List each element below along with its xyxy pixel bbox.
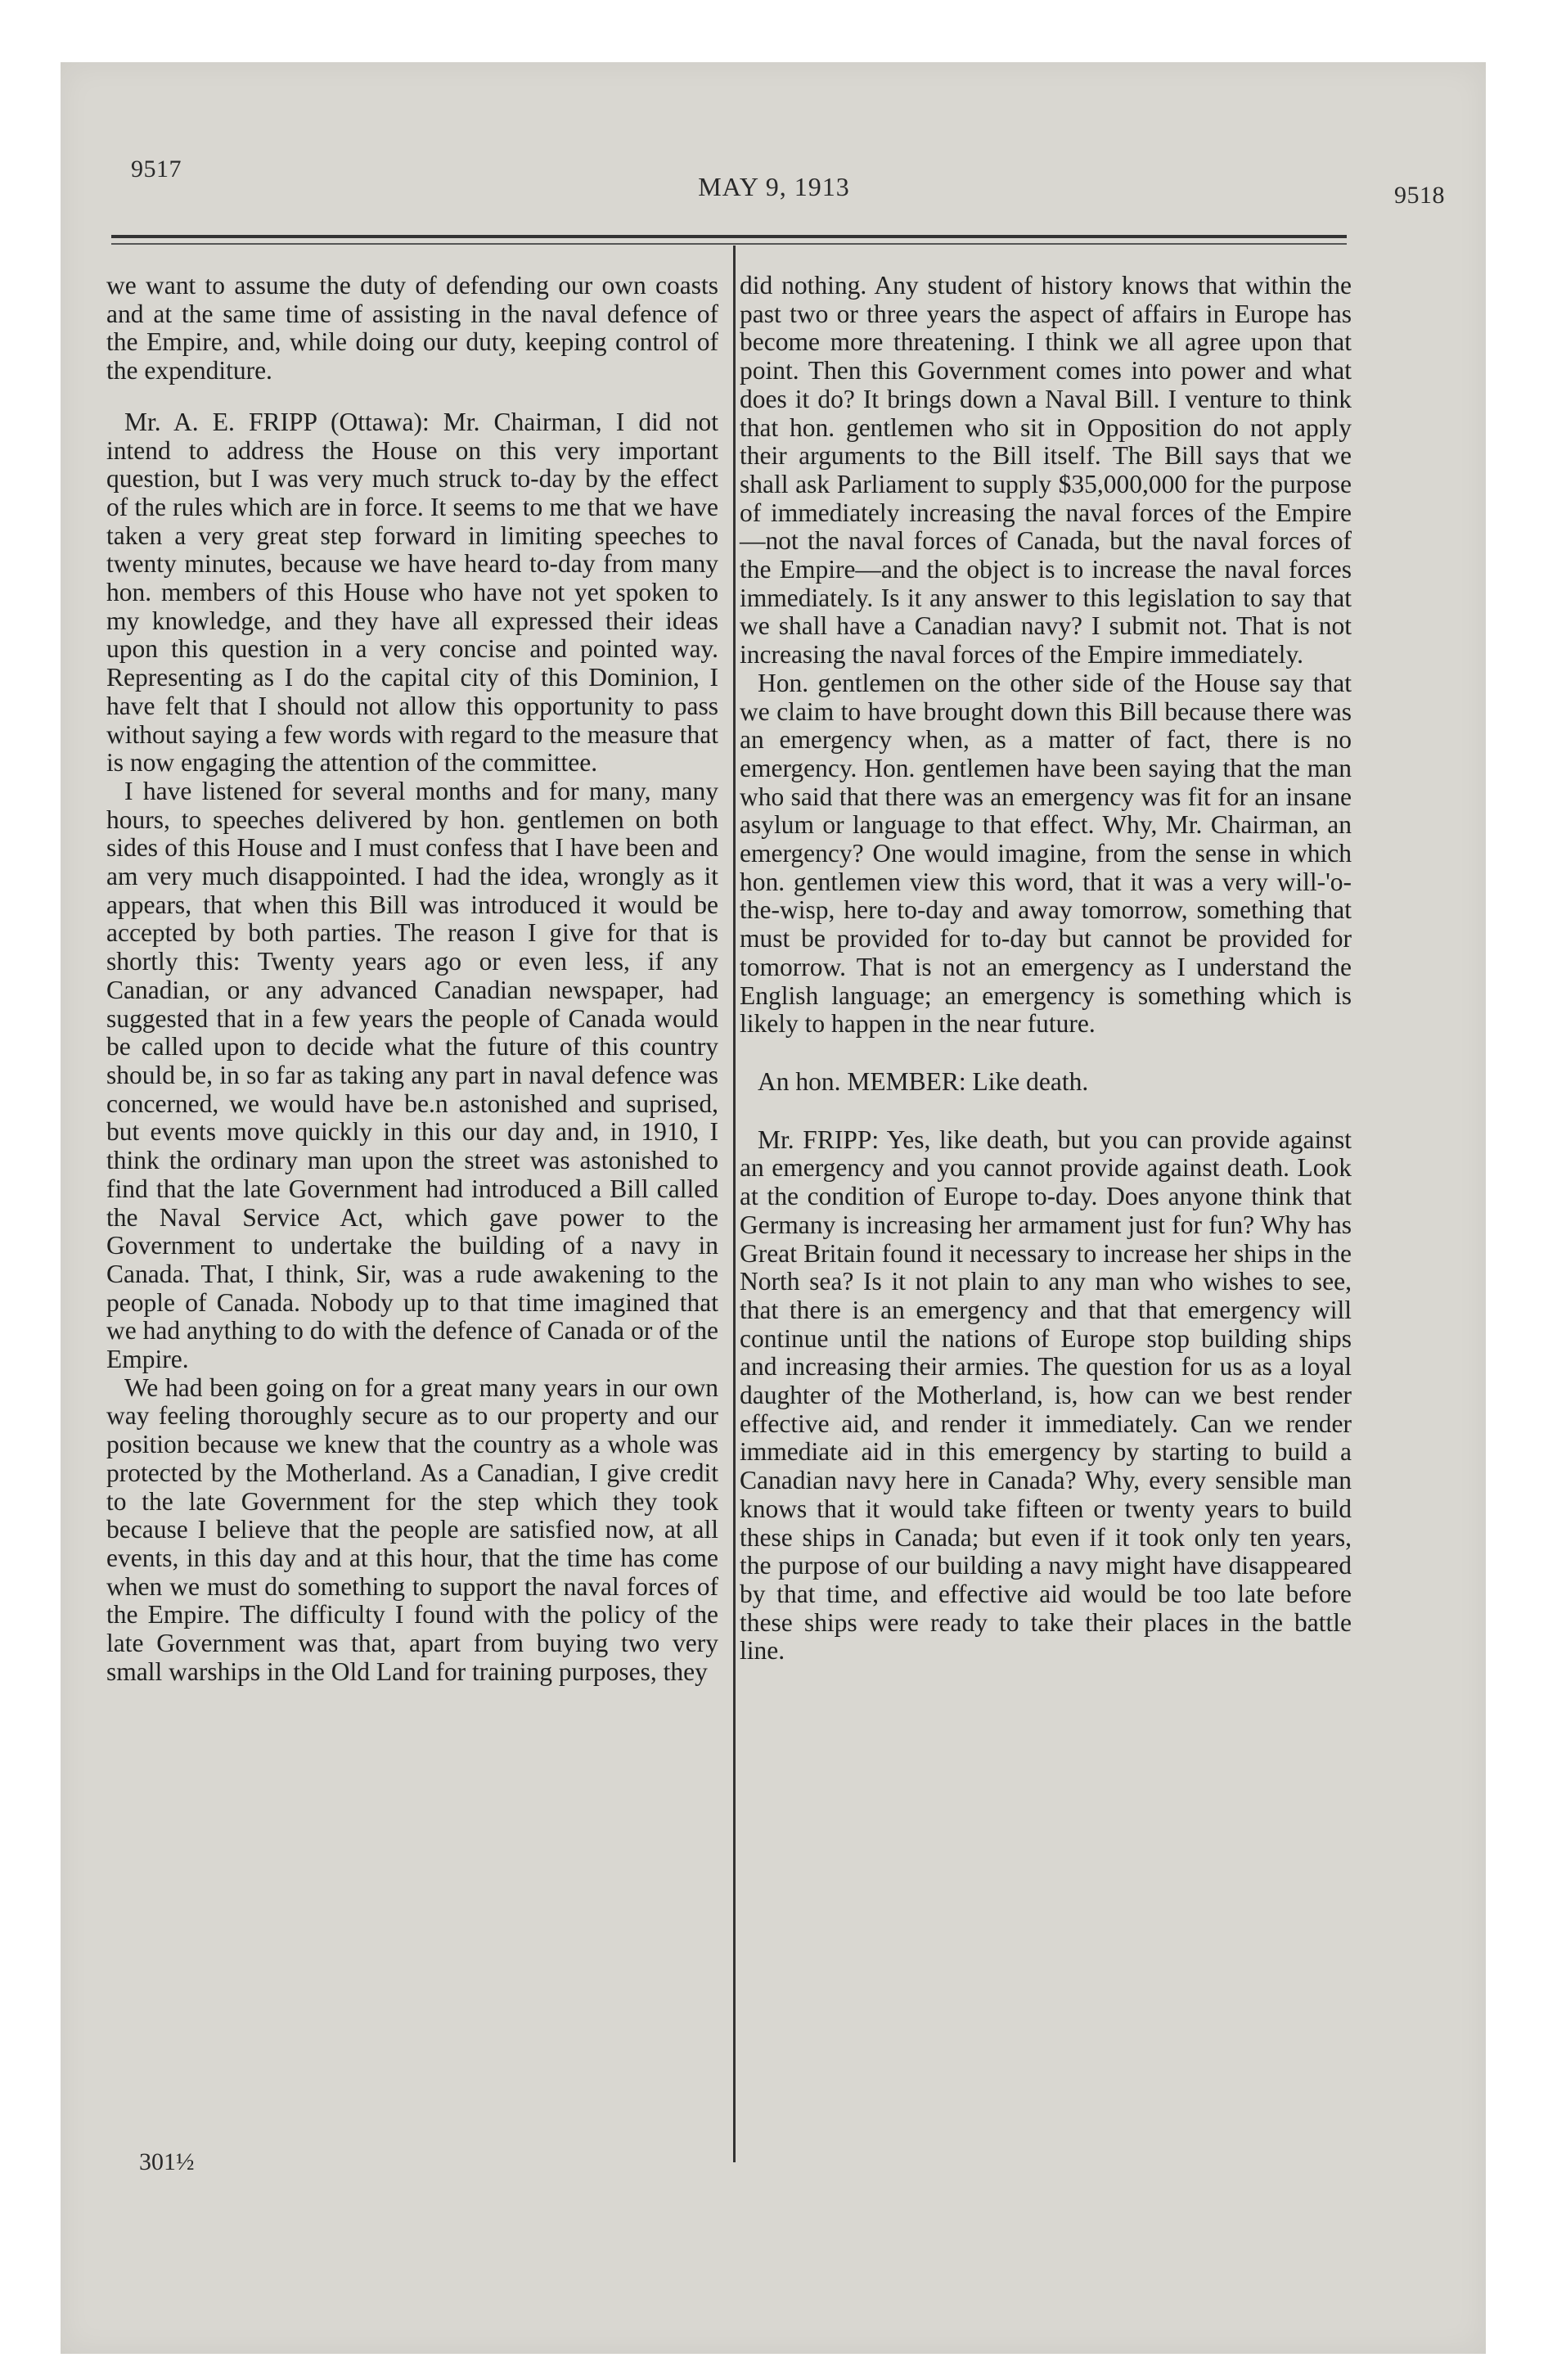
header-rule [111,235,1347,238]
paragraph: I have listened for several months and for many, many hours, to speeches delivered by hon. gentlemen on both sides of this House and I must confess that I have been and am very much disappointed. I had the idea, wrongly as it appears, that when this Bill was introduced it would be accepted by both parties. The reason I give for that is shortly this: Twenty years ago or even less, if any Canadian, or any advanced Canadian newspaper, had suggested that in a few years the people of Canada would be called upon to decide what the future of this country should be, in so far as taking any part in naval defence was concerned, we would have be.n astonished and suprised, but events move quickly in this our day and, in 1910, I think the ordinary man upon the street was astonished to find that the late Government had introduced a Bill called the Naval Service Act, which gave power to the Government to undertake the building of a navy in Canada. That, I think, Sir, was a rude awakening to the people of Canada. Nobody up to that time imagined that we had anything to do with the defence of Canada or of the Empire. [106,776,718,1374]
right-column [740,272,1352,1666]
paragraph: did nothing. Any student of history knows that within the past two or three years the aspect of affairs in Europe has become more threatening. I think we all agree upon that point. Then this Government comes into power and what does it do? It brings down a Naval Bill. I venture to think that hon. gentlemen who sit in Opposition do not apply their arguments to the Bill itself. The Bill says that we shall ask Parliament to supply $35,000,000 for the purpose of immediately increasing the naval forces of the Empire—not the naval forces of Canada, but the naval forces of the Empire—and the object is to increase the naval forces immediately. Is it any answer to this legislation to say that we shall have a Canadian navy? I submit not. That is not increasing the naval forces of the Empire immediately. [740,271,1352,669]
paragraph: we want to assume the duty of defending our own coasts and at the same time of assisting in the naval defence of the Empire, and, while doing our duty, keeping control of the expenditure. [106,271,718,385]
header-rule-thin [111,243,1347,245]
paragraph: Mr. FRIPP: Yes, like death, but you can provide against an emergency and you cannot provide against death. Look at the condition of Europe to-day. Does anyone think that Germany is increasing her armament just for fun? Why has Great Britain found it necessary to increase her ships in the North sea? Is it not plain to any man who wishes to see, that there is an emergency and that that emergency will continue until the nations of Europe stop building ships and increasing their armies. The question for us as a loyal daughter of the Motherland, is, how can we best render effective aid, and render it immediately. Can we render immediate aid in this emergency by starting to build a Canadian navy here in Canada? Why, every sensible man knows that it would take fifteen or twenty years to build these ships in Canada; but even if it took only ten years, the purpose of our building a navy might have disappeared by that time, and effective aid would be too late before these ships were ready to take their places in the battle line. [740,1125,1352,1666]
page-number-right: 9518 [1394,182,1445,209]
left-column [106,272,718,1686]
page-date: MAY 9, 1913 [698,172,850,201]
paragraph: We had been going on for a great many years in our own way feeling thoroughly secure as to our property and our position because we knew that the country as a whole was protected by the Motherland. As a Canadian, I give credit to the late Government for the step which they took because I believe that the people are satisfied now, at all events, in this day and at this hour, that the time has come when we must do something to support the naval forces of the Empire. The difficulty I found with the policy of the late Government was that, apart from buying two very small warships in the Old Land for training purposes, they [106,1373,718,1686]
paragraph: Hon. gentlemen on the other side of the House say that we claim to have brought down this Bill because there was an emergency when, as a matter of fact, there is no emergency. Hon. gentlemen have been saying that the man who said that there was an emergency was fit for an insane asylum or language to that effect. Why, Mr. Chairman, an emergency? One would imagine, from the sense in which hon. gentlemen view this word, that it was a very will-'o-the-wisp, here to-day and away tomorrow, something that must be provided for to-day but cannot be provided for tomorrow. That is not an emergency as I understand the English language; an emergency is something which is likely to happen in the near future. [740,668,1352,1039]
paragraph: Mr. A. E. FRIPP (Ottawa): Mr. Chairman, I did not intend to address the House on this very important question, but I was very much struck to-day by the effect of the rules which are in force. It seems to me that we have taken a very great step forward in limiting speeches to twenty minutes, because we have heard to-day from many hon. members of this House who have not yet spoken to my knowledge, and they have all expressed their ideas upon this question in a very concise and pointed way. Representing as I do the capital city of this Dominion, I have felt that I should not allow this opportunity to pass without saying a few words with regard to the measure that is now engaging the attention of the committee. [106,407,718,778]
signature-mark: 301½ [139,2148,195,2175]
page-number-left: 9517 [131,156,182,183]
paragraph: An hon. MEMBER: Like death. [758,1066,1089,1096]
column-divider [733,246,736,2162]
